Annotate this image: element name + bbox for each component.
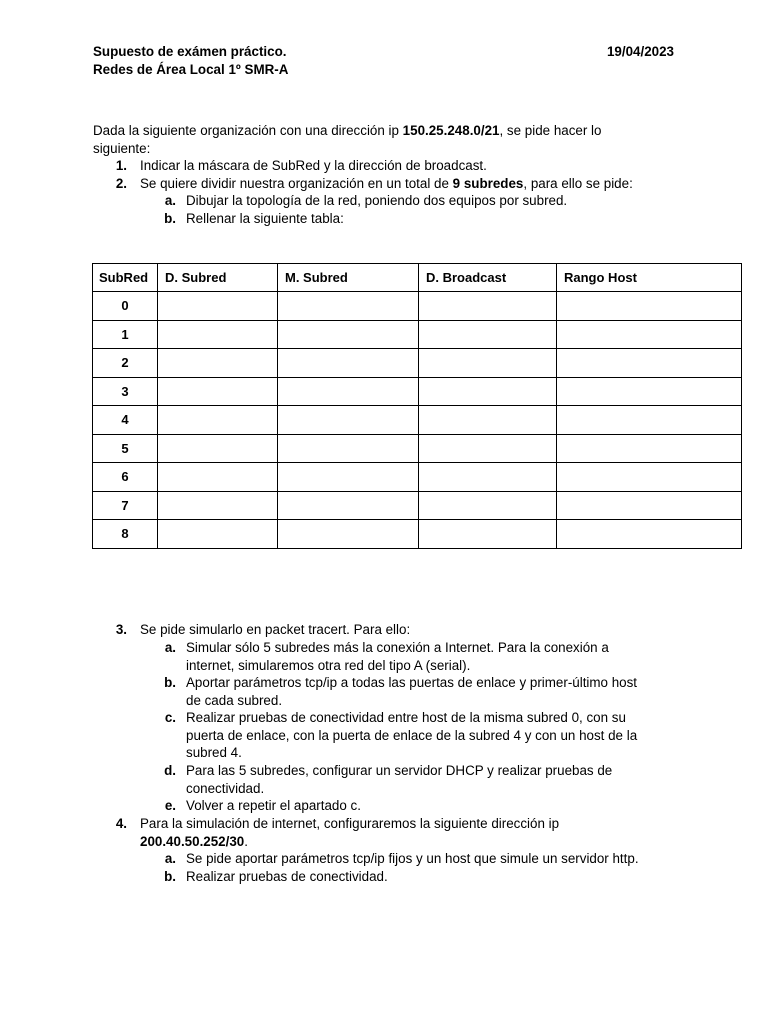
subitem-line: Realizar pruebas de conectividad entre host de la misma subred 0, con su — [186, 710, 626, 725]
table-cell[interactable] — [557, 491, 742, 520]
table-cell[interactable] — [419, 491, 557, 520]
document-date: 19/04/2023 — [606, 44, 674, 59]
table-cell[interactable] — [557, 377, 742, 406]
subitem-line: Simular sólo 5 subredes más la conexión a Internet. Para la conexión a — [186, 640, 609, 655]
row-label: 8 — [93, 520, 158, 549]
subitem-line: Para las 5 subredes, configurar un servidor DHCP y realizar pruebas de — [186, 763, 613, 778]
table-row — [93, 349, 742, 378]
table-row — [93, 491, 742, 520]
table-cell[interactable] — [158, 463, 278, 492]
list-subitem-text: Se pide aportar parámetros tcp/ip fijos y un host que simule un servidor http. — [186, 851, 639, 866]
table-cell[interactable] — [158, 406, 278, 435]
list-subitem-text — [186, 762, 612, 797]
table-cell[interactable] — [419, 520, 557, 549]
list-item-text: Indicar la máscara de SubRed y la dirección de broadcast. — [140, 158, 487, 173]
intro-ip: 150.25.248.0/21 — [402, 123, 500, 138]
column-header-d-broadcast: D. Broadcast — [419, 264, 557, 292]
table-cell[interactable] — [419, 292, 557, 321]
subitem-line: conectividad. — [186, 780, 265, 796]
list-subitem-text — [186, 709, 637, 762]
list-letter: a. — [164, 640, 176, 655]
table-cell[interactable] — [158, 520, 278, 549]
row-label: 2 — [93, 349, 158, 378]
table-cell[interactable] — [278, 292, 419, 321]
list-subitem-text: Realizar pruebas de conectividad. — [186, 869, 388, 884]
table-cell[interactable] — [557, 434, 742, 463]
table-cell[interactable] — [158, 292, 278, 321]
list-letter: c. — [164, 710, 176, 725]
table-row — [93, 292, 742, 321]
list-subitem-text: Rellenar la siguiente tabla: — [186, 211, 344, 226]
list-letter: a. — [164, 851, 176, 866]
column-header-rango-host: Rango Host — [557, 264, 742, 292]
table-cell[interactable] — [419, 320, 557, 349]
table-cell[interactable] — [158, 377, 278, 406]
document-title: Supuesto de exámen práctico. — [93, 44, 287, 59]
list-number: 4. — [115, 816, 127, 831]
table-row — [93, 520, 742, 549]
table-header-row — [93, 264, 742, 292]
list-item-text — [140, 815, 559, 850]
row-label: 4 — [93, 406, 158, 435]
row-label: 1 — [93, 320, 158, 349]
list-number: 2. — [115, 176, 127, 191]
item4-ip: 200.40.50.252/30 — [140, 833, 245, 849]
table-cell[interactable] — [278, 520, 419, 549]
list-item-text: Se pide simularlo en packet tracert. Para ello: — [140, 622, 411, 637]
list-number: 1. — [115, 158, 127, 173]
table-row — [93, 463, 742, 492]
table-row — [93, 406, 742, 435]
table-cell[interactable] — [278, 463, 419, 492]
list-letter: a. — [164, 193, 176, 208]
row-label: 7 — [93, 491, 158, 520]
list-letter: b. — [164, 211, 176, 226]
intro-text-after: , se pide hacer lo — [499, 123, 602, 138]
subitem-line: subred 4. — [186, 745, 242, 760]
list-subitem-text: Dibujar la topología de la red, poniendo dos equipos por subred. — [186, 193, 568, 208]
intro-paragraph — [93, 122, 673, 157]
table-row — [93, 320, 742, 349]
item2-text: Se quiere dividir nuestra organización en un total de — [140, 176, 453, 191]
row-label: 3 — [93, 377, 158, 406]
table-cell[interactable] — [557, 406, 742, 435]
document-subtitle: Redes de Área Local 1º SMR-A — [93, 62, 289, 77]
column-header-m-subred: M. Subred — [278, 264, 419, 292]
table-cell[interactable] — [278, 320, 419, 349]
table-cell[interactable] — [557, 463, 742, 492]
subnet-table — [92, 263, 742, 549]
row-label: 5 — [93, 434, 158, 463]
table-cell[interactable] — [278, 491, 419, 520]
list-letter: b. — [164, 869, 176, 884]
table-cell[interactable] — [419, 434, 557, 463]
row-label: 6 — [93, 463, 158, 492]
table-cell[interactable] — [278, 434, 419, 463]
item4-line: Para la simulación de internet, configuraremos la siguiente dirección ip — [140, 816, 560, 831]
subitem-line: internet, simularemos otra red del tipo A (serial). — [186, 657, 471, 673]
subitem-line: Aportar parámetros tcp/ip a todas las puertas de enlace y primer-último host — [186, 675, 638, 690]
intro-text: Dada la siguiente organización con una dirección ip — [93, 123, 403, 138]
table-cell[interactable] — [158, 320, 278, 349]
column-header-d-subred: D. Subred — [158, 264, 278, 292]
table-cell[interactable] — [557, 320, 742, 349]
list-subitem-text: Volver a repetir el apartado c. — [186, 798, 361, 813]
subitem-line: de cada subred. — [186, 692, 283, 708]
table-cell[interactable] — [419, 349, 557, 378]
table-cell[interactable] — [557, 520, 742, 549]
table-cell[interactable] — [158, 491, 278, 520]
table-row — [93, 434, 742, 463]
table-cell[interactable] — [419, 406, 557, 435]
item4-ip-after: . — [244, 833, 248, 849]
list-item-text — [140, 175, 633, 193]
table-row — [93, 377, 742, 406]
list-letter: e. — [164, 798, 176, 813]
subitem-line: puerta de enlace, con la puerta de enlace de la subred 4 y con un host de la — [186, 727, 638, 743]
intro-line2: siguiente: — [93, 140, 151, 156]
table-cell[interactable] — [278, 349, 419, 378]
table-cell[interactable] — [419, 463, 557, 492]
column-header-subred: SubRed — [93, 264, 158, 292]
table-cell[interactable] — [278, 377, 419, 406]
table-cell[interactable] — [557, 349, 742, 378]
item2-bold: 9 subredes — [452, 176, 524, 191]
table-cell[interactable] — [557, 292, 742, 321]
table-cell[interactable] — [158, 349, 278, 378]
list-letter: b. — [164, 675, 176, 690]
table-cell[interactable] — [419, 377, 557, 406]
table-cell[interactable] — [278, 406, 419, 435]
list-subitem-text — [186, 674, 637, 709]
row-label: 0 — [93, 292, 158, 321]
list-letter: d. — [164, 763, 176, 778]
table-cell[interactable] — [158, 434, 278, 463]
item2-text-after: , para ello se pide: — [523, 176, 633, 191]
list-number: 3. — [115, 622, 127, 637]
list-subitem-text — [186, 639, 609, 674]
